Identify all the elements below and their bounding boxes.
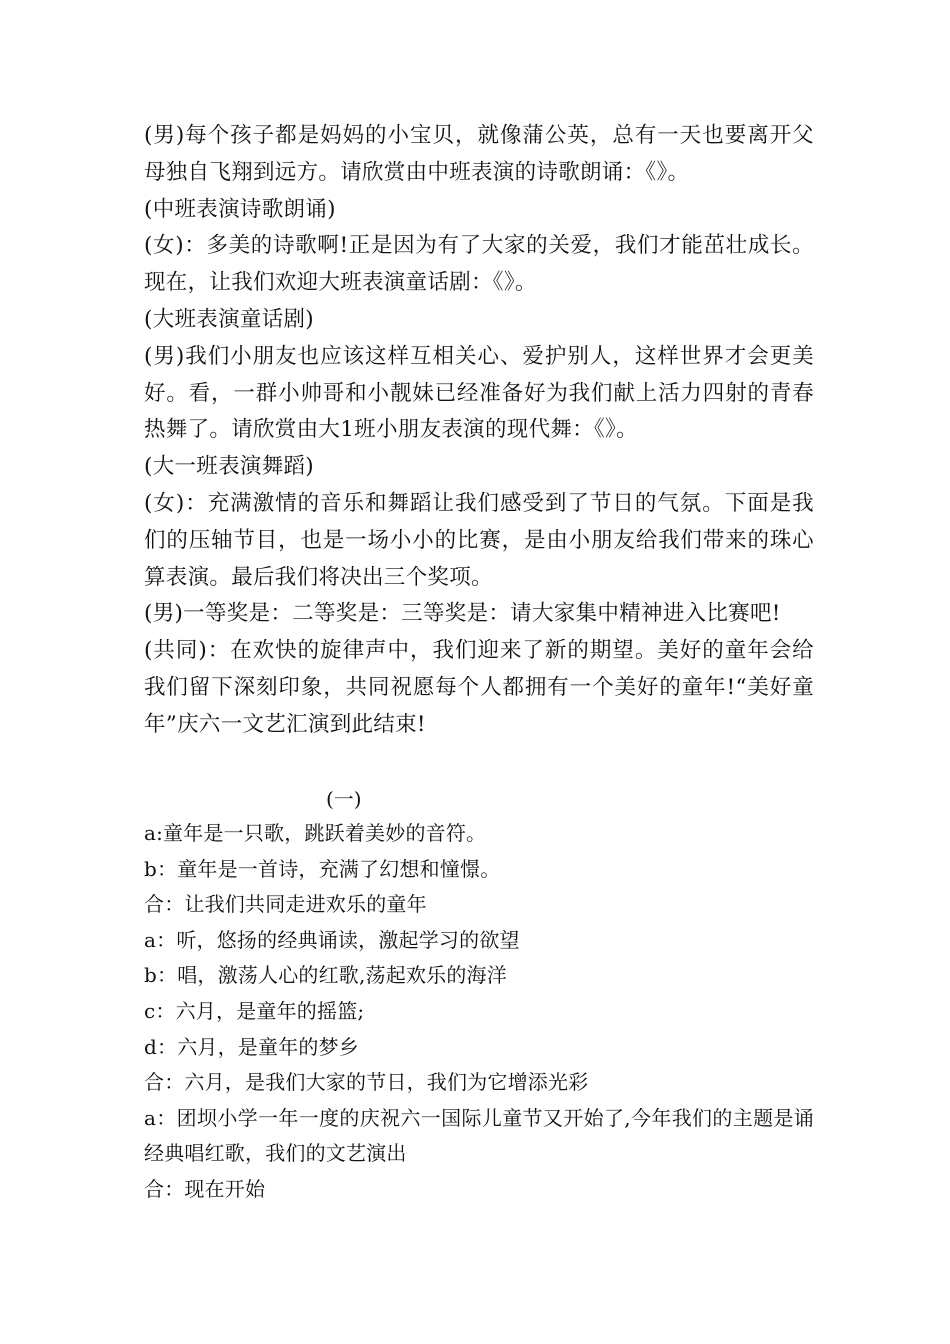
- script-section-two: [144, 782, 814, 1208]
- script-line: b：唱，激荡人心的红歌,荡起欢乐的海洋: [144, 963, 507, 988]
- script-line: 合：让我们共同走进欢乐的童年: [144, 892, 427, 917]
- script-paragraph: (男)我们小朋友也应该这样互相关心、爱护别人，这样世界才会更美好。看，一群小帅哥和小靓妹已经准备好为我们献上活力四射的青春热舞了。请欣赏由大1班小朋友表演的现代舞：《》。: [144, 343, 814, 443]
- stage-direction: (大班表演童话剧): [144, 306, 314, 332]
- script-line: 合：现在开始: [144, 1176, 266, 1201]
- script-paragraph: (男)每个孩子都是妈妈的小宝贝，就像蒲公英，总有一天也要离开父母独自飞翔到远方。请欣赏由中班表演的诗歌朗诵：《》。: [144, 123, 814, 185]
- script-section-one: [144, 118, 814, 744]
- script-line: b：童年是一首诗，充满了幻想和憧憬。: [144, 856, 501, 881]
- script-line: 合：六月，是我们大家的节日，我们为它增添光彩: [144, 1070, 589, 1095]
- script-paragraph: (女)：充满激情的音乐和舞蹈让我们感受到了节日的气氛。下面是我们的压轴节目，也是一场小小的比赛，是由小朋友给我们带来的珠心算表演。最后我们将决出三个奖项。: [144, 490, 814, 590]
- script-line: a：团坝小学一年一度的庆祝六一国际儿童节又开始了,今年我们的主题是诵经典唱红歌，我们的文艺演出: [144, 1105, 814, 1166]
- script-paragraph: (男)一等奖是：二等奖是：三等奖是：请大家集中精神进入比赛吧!: [144, 601, 781, 627]
- script-line: a:童年是一只歌，跳跃着美妙的音符。: [144, 821, 487, 845]
- script-paragraph: (共同)：在欢快的旋律声中，我们迎来了新的期望。美好的童年会给我们留下深刻印象，共同祝愿每个人都拥有一个美好的童年!“美好童年”庆六一文艺汇演到此结束!: [144, 638, 814, 737]
- section-heading: (一): [326, 787, 362, 811]
- script-line: c：六月，是童年的摇篮;: [144, 998, 365, 1023]
- stage-direction: (中班表演诗歌朗诵): [144, 196, 336, 222]
- script-paragraph: (女)：多美的诗歌啊!正是因为有了大家的关爱，我们才能茁壮成长。现在，让我们欢迎大班表演童话剧：《》。: [144, 233, 814, 296]
- script-line: d：六月，是童年的梦乡: [144, 1034, 360, 1059]
- stage-direction: (大一班表演舞蹈): [144, 454, 314, 480]
- script-line: a：听，悠扬的经典诵读，激起学习的欲望: [144, 927, 520, 952]
